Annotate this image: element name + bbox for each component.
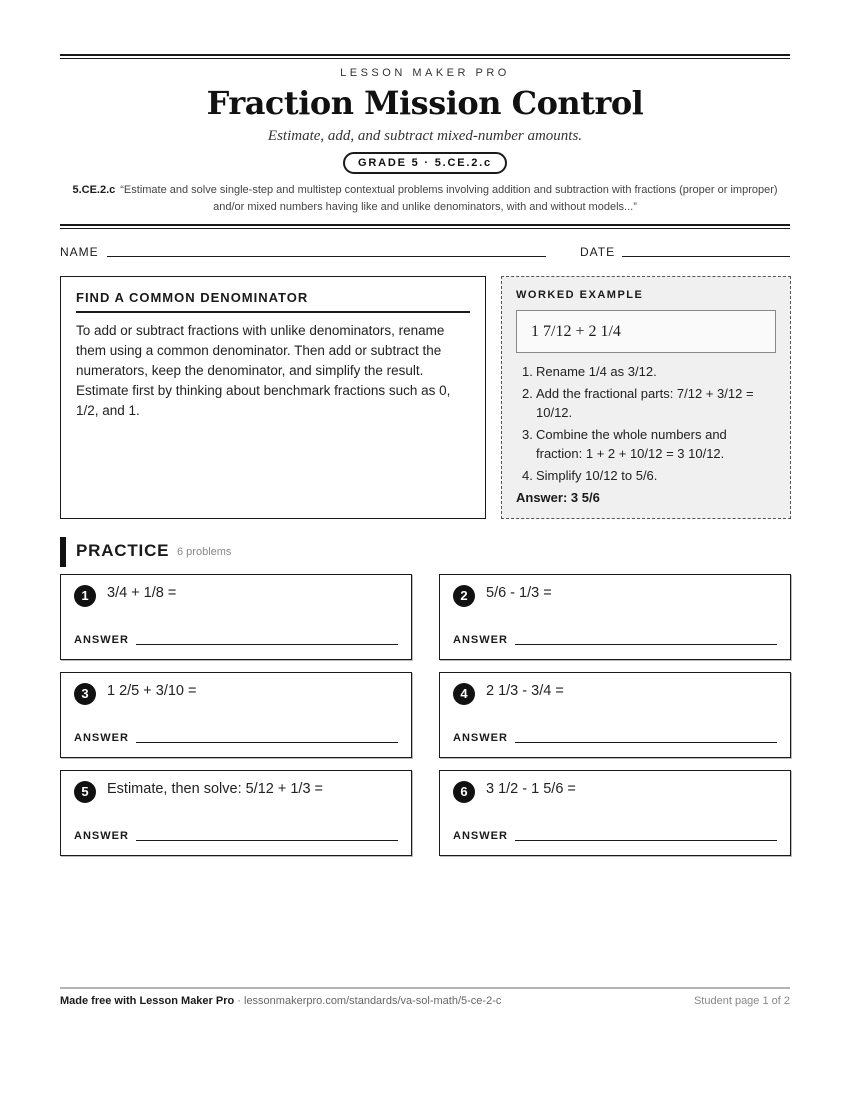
practice-heading <box>60 537 460 567</box>
date-field[interactable] <box>622 256 790 257</box>
practice-count: 6 problems <box>177 546 232 558</box>
step-item <box>516 425 776 463</box>
worked-example-steps <box>516 362 776 485</box>
answer-label: ANSWER <box>74 732 129 744</box>
step-text: Combine the whole numbers and fraction: 1 + 2 + 10/12 = 3 10/12. <box>536 427 727 461</box>
worked-example-answer: Answer: 3 5/6 <box>516 490 600 505</box>
problem-card-4 <box>439 672 791 758</box>
standard-text: “Estimate and solve single-step and multistep contextual problems involving addition and subtraction with fractions (proper or improper) and/or mixed numbers having like and unlike denominators, with and without models...” <box>120 184 778 213</box>
name-date-row <box>60 245 790 261</box>
header-top-rule <box>60 54 790 59</box>
answer-field[interactable] <box>136 840 398 841</box>
name-label: NAME <box>60 245 99 259</box>
step-text: Add the fractional parts: 7/12 + 3/12 = 10/12. <box>536 386 754 420</box>
concept-body: To add or subtract fractions with unlike denominators, rename them using a common denominator. Then add or subtract the numerators, keep the denominator, and simplify the result. Estimate first by thinking about benchmark fractions such as 0, 1/2, and 1. <box>76 323 451 418</box>
step-number: 1. <box>522 364 533 379</box>
practice-title: PRACTICE <box>76 541 170 560</box>
worked-example-title: WORKED EXAMPLE <box>516 289 644 301</box>
problem-card-1 <box>60 574 412 660</box>
step-number: 4. <box>522 468 533 483</box>
step-item <box>516 384 776 422</box>
problem-card-5 <box>60 770 412 856</box>
worksheet-page <box>60 0 790 1100</box>
answer-field[interactable] <box>515 840 777 841</box>
grade-badge: GRADE 5 · 5.CE.2.c <box>343 152 507 174</box>
step-number: 2. <box>522 386 533 401</box>
problem-number-badge: 5 <box>74 781 96 803</box>
problem-number-badge: 6 <box>453 781 475 803</box>
problem-text: 5/6 - 1/3 = <box>486 585 552 601</box>
header-bottom-rule <box>60 224 790 229</box>
practice-accent-bar <box>60 537 66 567</box>
answer-label: ANSWER <box>74 634 129 646</box>
problem-number-badge: 3 <box>74 683 96 705</box>
name-field[interactable] <box>107 256 546 257</box>
footer-rule <box>60 987 790 989</box>
problem-card-2 <box>439 574 791 660</box>
problem-text: 2 1/3 - 3/4 = <box>486 683 564 699</box>
step-number: 3. <box>522 427 533 442</box>
step-text: Rename 1/4 as 3/12. <box>536 364 657 379</box>
problem-text: 1 2/5 + 3/10 = <box>107 683 197 699</box>
expression-text: 1 7/12 + 2 1/4 <box>531 322 621 340</box>
answer-field[interactable] <box>136 644 398 645</box>
worked-example-box <box>501 276 791 519</box>
page-subtitle: Estimate, add, and subtract mixed-number amounts. <box>267 128 583 144</box>
answer-label: ANSWER <box>453 732 508 744</box>
problem-text: Estimate, then solve: 5/12 + 1/3 = <box>107 781 324 797</box>
answer-label: ANSWER <box>453 830 508 842</box>
answer-label: ANSWER <box>74 830 129 842</box>
footer-separator: · <box>234 995 244 1007</box>
answer-label: ANSWER <box>453 634 508 646</box>
problem-card-3 <box>60 672 412 758</box>
concept-box <box>60 276 486 519</box>
standard-code: 5.CE.2.c <box>72 184 116 196</box>
concept-title: FIND A COMMON DENOMINATOR <box>76 290 470 313</box>
problem-text: 3 1/2 - 1 5/6 = <box>486 781 576 797</box>
step-item <box>516 466 776 485</box>
date-label: DATE <box>580 245 616 259</box>
step-item <box>516 362 776 381</box>
answer-field[interactable] <box>515 644 777 645</box>
brand-label: LESSON MAKER PRO <box>340 67 510 79</box>
problem-number-badge: 1 <box>74 585 96 607</box>
footer-credit <box>60 995 501 1007</box>
worked-example-expression <box>516 310 776 353</box>
footer-url[interactable]: lessonmakerpro.com/standards/va-sol-math/5-ce-2-c <box>244 995 502 1007</box>
standard-description <box>70 182 780 216</box>
answer-field[interactable] <box>136 742 398 743</box>
grade-badge-wrapper <box>60 152 790 174</box>
problem-number-badge: 2 <box>453 585 475 607</box>
problem-text: 3/4 + 1/8 = <box>107 585 177 601</box>
footer-page-label: Student page 1 of 2 <box>693 995 790 1007</box>
step-text: Simplify 10/12 to 5/6. <box>536 468 658 483</box>
answer-field[interactable] <box>515 742 777 743</box>
footer-brand: Made free with Lesson Maker Pro <box>60 995 235 1007</box>
problem-card-6 <box>439 770 791 856</box>
page-title: Fraction Mission Control <box>206 84 644 122</box>
problem-number-badge: 4 <box>453 683 475 705</box>
